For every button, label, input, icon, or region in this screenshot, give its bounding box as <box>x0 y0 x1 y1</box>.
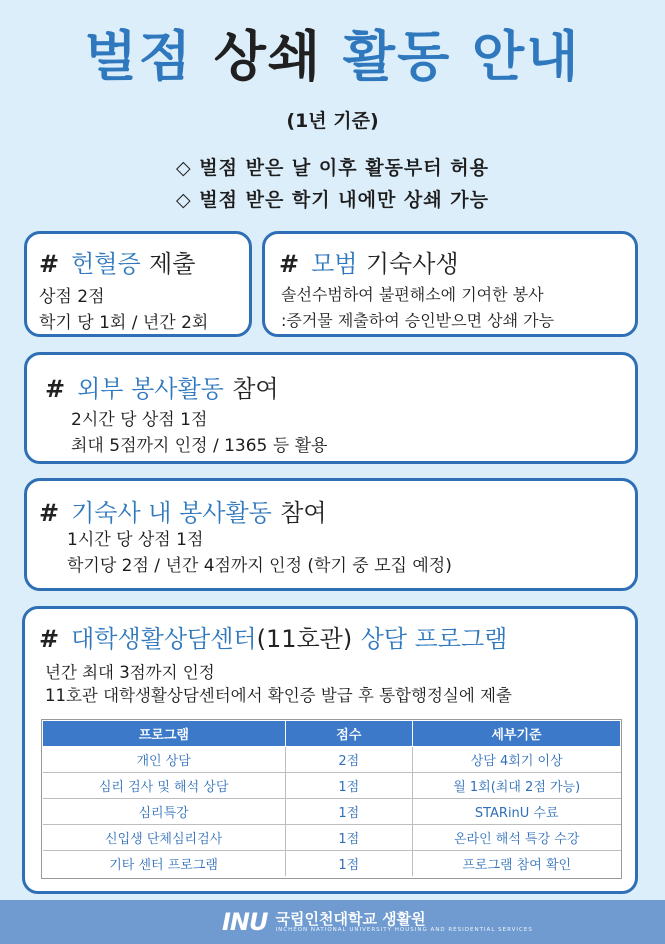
card-line: 최대 5점까지 인정 / 1365 등 활용 <box>71 436 328 456</box>
card-title-highlight: 모범 <box>311 250 358 278</box>
card-line: :증거물 제출하여 승인받으면 상쇄 가능 <box>281 311 555 330</box>
card-title-rest: 제출 <box>149 250 196 278</box>
hash-mark: # <box>45 375 66 403</box>
card-heading <box>279 244 459 279</box>
card-line: 솔선수범하여 불편해소에 기여한 봉사 <box>281 285 544 304</box>
hash-mark: # <box>39 250 60 278</box>
card-title-rest: (11호관) <box>256 625 353 653</box>
card-line: 1시간 당 상점 1점 <box>67 530 204 550</box>
inu-logo-mark: INU <box>222 908 268 936</box>
table-row <box>43 747 621 773</box>
cell-criteria: 온라인 해석 특강 수강 <box>412 825 620 851</box>
card-title-highlight: 외부 봉사활동 <box>77 375 224 403</box>
table-row <box>43 799 621 825</box>
cell-score: 2점 <box>285 747 412 773</box>
title-part-1: 벌점 <box>84 25 193 88</box>
card-title-highlight: 대학생활상담센터 <box>71 625 257 653</box>
table-row <box>43 773 621 799</box>
cell-program: 신입생 단체심리검사 <box>43 825 286 851</box>
cell-score: 1점 <box>285 799 412 825</box>
card-body <box>45 661 512 707</box>
card-counseling-program <box>22 606 638 894</box>
title-part-4: 안내 <box>472 25 581 88</box>
card-title-highlight: 기숙사 내 봉사활동 <box>71 499 272 527</box>
program-table-frame <box>41 719 622 879</box>
card-external-volunteer <box>24 352 638 464</box>
page-subtitle: (1년 기준) <box>286 110 379 132</box>
cell-score: 1점 <box>285 851 412 877</box>
rule-item: ◇ 벌점 받은 날 이후 활동부터 허용 <box>176 157 489 179</box>
card-title-rest: 참여 <box>280 499 327 527</box>
column-header-score: 점수 <box>285 721 412 747</box>
card-model-student <box>262 231 638 337</box>
rule-item: ◇ 벌점 받은 학기 내에만 상쇄 가능 <box>176 189 489 211</box>
card-body <box>39 284 208 336</box>
column-header-criteria: 세부기준 <box>412 721 620 747</box>
card-dorm-volunteer <box>24 478 638 591</box>
card-title-rest: 참여 <box>232 375 279 403</box>
card-heading <box>39 493 327 528</box>
card-line: 년간 최대 3점까지 인정 <box>45 663 215 682</box>
card-line: 학기 당 1회 / 년간 2회 <box>39 313 209 333</box>
card-title-highlight: 헌혈증 <box>71 250 141 278</box>
logo-text <box>276 911 533 933</box>
card-heading <box>39 619 507 654</box>
cell-score: 1점 <box>285 773 412 799</box>
hash-mark: # <box>279 250 300 278</box>
card-line: 11호관 대학생활상담센터에서 확인증 발급 후 통합행정실에 제출 <box>45 686 512 705</box>
cell-program: 기타 센터 프로그램 <box>109 858 218 873</box>
cell-criteria: STARinU 수료 <box>412 799 620 825</box>
table-row <box>43 851 621 877</box>
page-title <box>0 14 665 91</box>
hash-mark: # <box>39 499 60 527</box>
rules-list <box>0 152 665 216</box>
title-part-2: 상쇄 <box>213 25 323 88</box>
card-title-highlight-2: 상담 프로그램 <box>360 625 508 653</box>
org-name: 국립인천대학교 생활원 <box>275 910 426 928</box>
cell-score: 1점 <box>285 825 412 851</box>
program-table <box>42 720 621 876</box>
card-heading <box>39 244 195 279</box>
card-body <box>71 407 327 459</box>
card-body <box>281 282 554 334</box>
card-heading <box>45 369 279 404</box>
title-part-3: 활동 <box>342 25 452 88</box>
cell-criteria: 월 1회(최대 2점 가능) <box>412 773 620 799</box>
cell-program: 심리특강 <box>43 799 286 825</box>
card-body <box>67 527 452 579</box>
card-line: 상점 2점 <box>39 287 105 307</box>
cell-program: 심리 검사 및 해석 상담 <box>43 773 286 799</box>
card-line: 학기당 2점 / 년간 4점까지 인정 (학기 중 모집 예정) <box>67 556 452 576</box>
cell-criteria: 상담 4회기 이상 <box>412 747 620 773</box>
column-header-program: 프로그램 <box>43 721 286 747</box>
org-name-english: INCHEON NATIONAL UNIVERSITY HOUSING AND RESIDENTIAL SERVICES <box>275 927 533 933</box>
table-row <box>43 825 621 851</box>
university-logo <box>222 907 533 937</box>
card-line: 2시간 당 상점 1점 <box>71 410 208 430</box>
hash-mark: # <box>39 625 60 653</box>
cell-program: 개인 상담 <box>43 747 286 773</box>
card-title-rest: 기숙사생 <box>365 250 459 278</box>
cell-criteria: 프로그램 참여 확인 <box>412 851 620 877</box>
table-header-row <box>43 721 621 747</box>
card-blood-donation <box>24 231 252 337</box>
footer-bar <box>0 900 665 944</box>
